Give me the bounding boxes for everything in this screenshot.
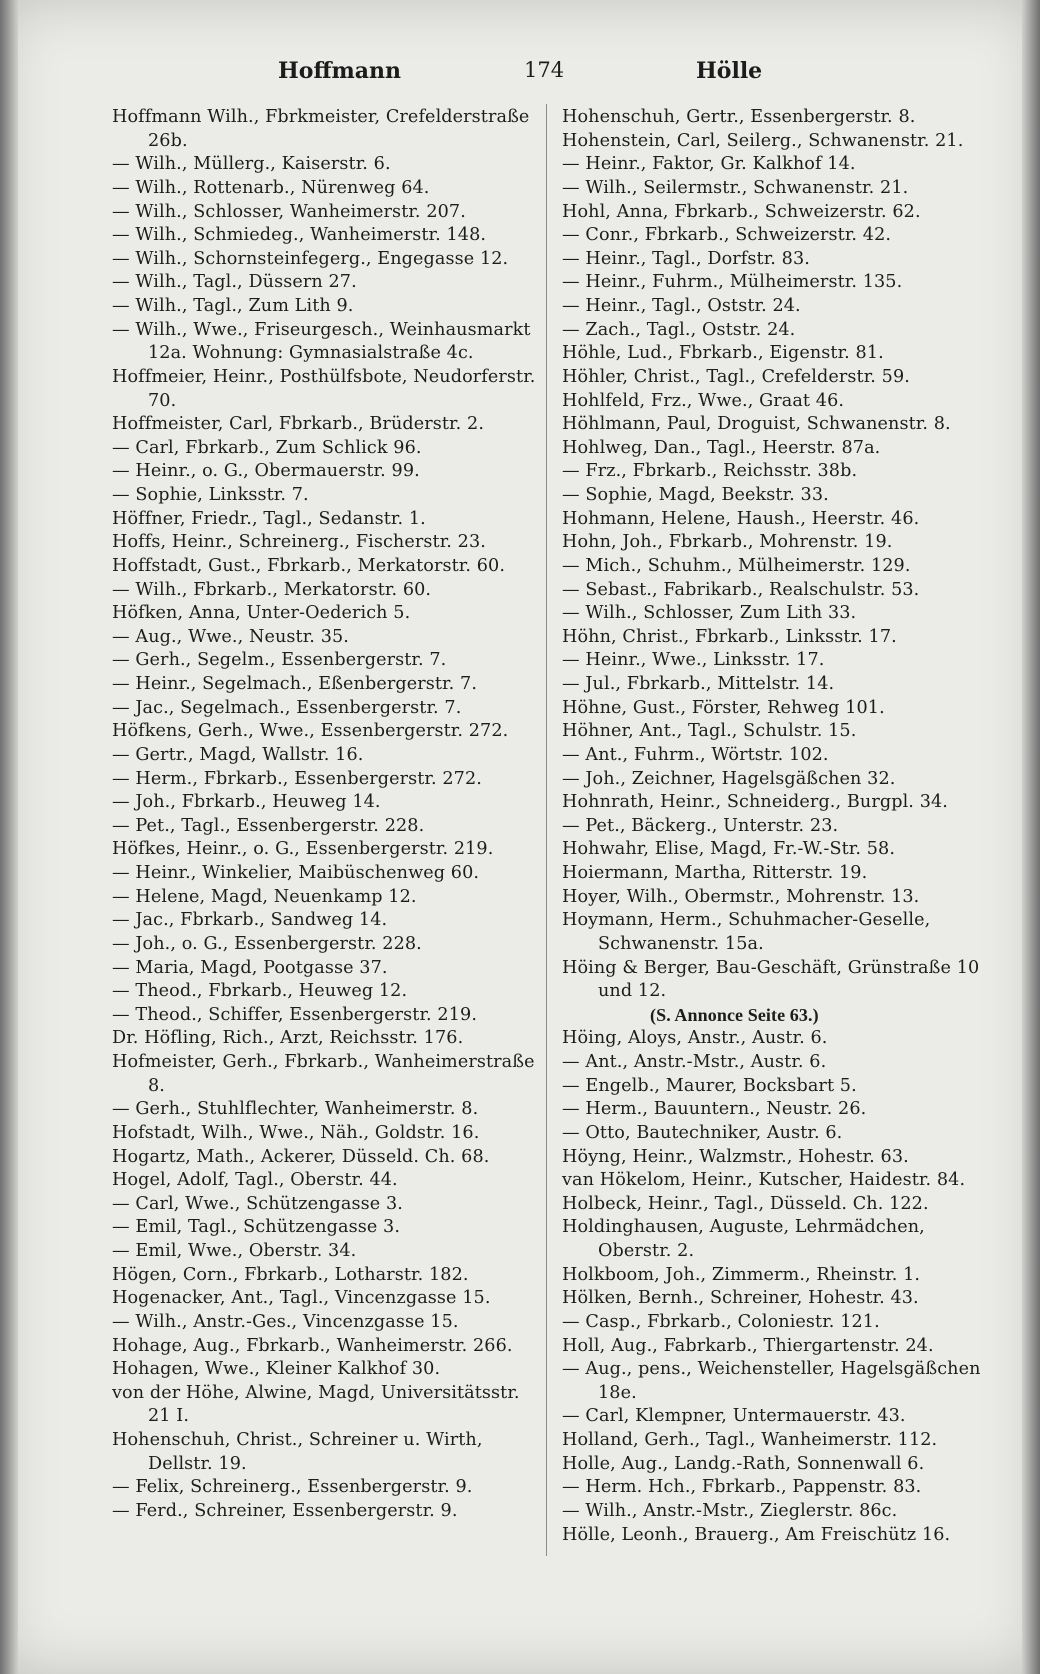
directory-entry: — Otto, Bautechniker, Austr. 6. bbox=[562, 1122, 843, 1143]
directory-entry: — Carl, Klempner, Untermauerstr. 43. bbox=[562, 1406, 906, 1427]
directory-entry: — Jul., Fbrkarb., Mittelstr. 14. bbox=[562, 674, 835, 694]
directory-entry: Hohwahr, Elise, Magd, Fr.-W.-Str. 58. bbox=[562, 839, 896, 860]
directory-entry: — Heinr., Fuhrm., Mülheimerstr. 135. bbox=[562, 272, 903, 293]
directory-entry: — Carl, Fbrkarb., Zum Schlick 96. bbox=[112, 437, 422, 458]
directory-entry: Hohnrath, Heinr., Schneiderg., Burgpl. 34. bbox=[562, 792, 948, 813]
directory-entry: Hoffmeister, Carl, Fbrkarb., Brüderstr. 2. bbox=[112, 414, 485, 435]
directory-entry: Holbeck, Heinr., Tagl., Düsseld. Ch. 122. bbox=[562, 1193, 929, 1214]
directory-entry: Hoffs, Heinr., Schreinerg., Fischerstr. 23. bbox=[112, 532, 486, 553]
directory-entry: — Zach., Tagl., Oststr. 24. bbox=[562, 319, 796, 340]
directory-entry: Höing & Berger, Bau-Geschäft, Grünstraße 10 und 12. bbox=[562, 957, 980, 1002]
directory-entry: — Wilh., Schmiedeg., Wanheimerstr. 148. bbox=[112, 225, 487, 246]
directory-entry: Hohenstein, Carl, Seilerg., Schwanenstr. 21. bbox=[562, 130, 964, 151]
directory-entry: Hohagen, Wwe., Kleiner Kalkhof 30. bbox=[112, 1359, 441, 1380]
directory-entry: Hoyer, Wilh., Obermstr., Mohrenstr. 13. bbox=[562, 886, 920, 907]
directory-entry: — Wilh., Tagl., Düssern 27. bbox=[112, 272, 357, 293]
directory-entry: — Gerh., Segelm., Essenbergerstr. 7. bbox=[112, 650, 447, 671]
directory-entry: — Heinr., Segelmach., Eßenbergerstr. 7. bbox=[112, 674, 478, 694]
directory-entry: — Maria, Magd, Pootgasse 37. bbox=[112, 957, 388, 978]
directory-entry: — Wilh., Fbrkarb., Merkatorstr. 60. bbox=[112, 579, 432, 600]
directory-entry: — Aug., pens., Weichensteller, Hagelsgäßchen 18e. bbox=[562, 1359, 981, 1403]
directory-entry: Höhlmann, Paul, Droguist, Schwanenstr. 8. bbox=[562, 414, 951, 435]
left-column bbox=[112, 106, 540, 1524]
directory-entry: — Gertr., Magd, Wallstr. 16. bbox=[112, 744, 364, 765]
directory-entry: — Emil, Tagl., Schützengasse 3. bbox=[112, 1217, 401, 1238]
directory-entry: Höffner, Friedr., Tagl., Sedanstr. 1. bbox=[112, 508, 426, 529]
directory-entry: — Heinr., Faktor, Gr. Kalkhof 14. bbox=[562, 154, 856, 175]
directory-entry: Hohn, Joh., Fbrkarb., Mohrenstr. 19. bbox=[562, 532, 893, 553]
directory-entry: Höhne, Gust., Förster, Rehweg 101. bbox=[562, 697, 885, 718]
directory-entry: Hoffmeier, Heinr., Posthülfsbote, Neudorferstr. 70. bbox=[112, 366, 536, 411]
directory-entry: Hofmeister, Gerh., Fbrkarb., Wanheimerstraße 8. bbox=[112, 1052, 535, 1096]
directory-entry: — Wilh., Schlosser, Wanheimerstr. 207. bbox=[112, 201, 466, 222]
directory-entry: — Ant., Anstr.-Mstr., Austr. 6. bbox=[562, 1052, 827, 1072]
header-first-name: Hoffmann bbox=[278, 58, 402, 84]
directory-entry: Hölle, Leonh., Brauerg., Am Freischütz 16. bbox=[562, 1524, 951, 1545]
header-last-name: Hölle bbox=[696, 58, 763, 84]
page-number: 174 bbox=[524, 58, 565, 82]
directory-entry: — Conr., Fbrkarb., Schweizerstr. 42. bbox=[562, 225, 892, 246]
directory-entry: Hohenschuh, Gertr., Essenbergerstr. 8. bbox=[562, 107, 916, 127]
directory-entry: Hoiermann, Martha, Ritterstr. 19. bbox=[562, 863, 868, 883]
directory-entry: Hohmann, Helene, Haush., Heerstr. 46. bbox=[562, 508, 920, 529]
directory-entry: — Wilh., Wwe., Friseurgesch., Weinhausmarkt 12a. Wohnung: Gymnasialstraße 4c. bbox=[112, 319, 531, 364]
directory-entry: Höfkens, Gerh., Wwe., Essenbergerstr. 272. bbox=[112, 721, 509, 742]
directory-entry: Hogel, Adolf, Tagl., Oberstr. 44. bbox=[112, 1170, 398, 1191]
directory-entry: — Wilh., Rottenarb., Nürenweg 64. bbox=[112, 177, 430, 198]
directory-entry: van Hökelom, Heinr., Kutscher, Haidestr. 84. bbox=[562, 1170, 966, 1191]
directory-entry: Hohenschuh, Christ., Schreiner u. Wirth, Dellstr. 19. bbox=[112, 1430, 483, 1474]
directory-entry: — Theod., Fbrkarb., Heuweg 12. bbox=[112, 981, 408, 1002]
page-header bbox=[112, 58, 978, 88]
directory-entry: — Ant., Fuhrm., Wörtstr. 102. bbox=[562, 744, 829, 765]
directory-entry: — Wilh., Tagl., Zum Lith 9. bbox=[112, 296, 354, 316]
directory-entry: — Heinr., Wwe., Linksstr. 17. bbox=[562, 650, 825, 671]
directory-entry: Hofstadt, Wilh., Wwe., Näh., Goldstr. 16. bbox=[112, 1122, 480, 1143]
directory-entry: Hoymann, Herm., Schuhmacher-Geselle, Schwanenstr. 15a. bbox=[562, 910, 931, 954]
directory-entry: — Jac., Fbrkarb., Sandweg 14. bbox=[112, 910, 388, 931]
page-edge-left bbox=[0, 0, 18, 1674]
directory-entry: Hölken, Bernh., Schreiner, Hohestr. 43. bbox=[562, 1288, 919, 1309]
directory-entry: Höhle, Lud., Fbrkarb., Eigenstr. 81. bbox=[562, 343, 884, 364]
directory-entry: Högen, Corn., Fbrkarb., Lotharstr. 182. bbox=[112, 1264, 469, 1285]
directory-entry: Hoffmann Wilh., Fbrkmeister, Crefelderstraße 26b. bbox=[112, 107, 530, 151]
directory-entry: Holl, Aug., Fabrkarb., Thiergartenstr. 24. bbox=[562, 1335, 934, 1356]
directory-entry: — Casp., Fbrkarb., Coloniestr. 121. bbox=[562, 1311, 880, 1332]
directory-entry: von der Höhe, Alwine, Magd, Universitätsstr. 21 I. bbox=[112, 1382, 520, 1427]
directory-entry: Holdinghausen, Auguste, Lehrmädchen, Oberstr. 2. bbox=[562, 1217, 925, 1261]
directory-entry: — Heinr., Tagl., Oststr. 24. bbox=[562, 296, 801, 316]
directory-entry: — Frz., Fbrkarb., Reichsstr. 38b. bbox=[562, 461, 858, 482]
directory-entry: — Sophie, Magd, Beekstr. 33. bbox=[562, 485, 829, 505]
directory-entry: — Herm. Hch., Fbrkarb., Pappenstr. 83. bbox=[562, 1477, 922, 1498]
directory-entry: — Wilh., Seilermstr., Schwanenstr. 21. bbox=[562, 177, 909, 198]
directory-entry: Dr. Höfling, Rich., Arzt, Reichsstr. 176. bbox=[112, 1028, 464, 1049]
directory-entry: Hoffstadt, Gust., Fbrkarb., Merkatorstr. 60. bbox=[112, 555, 506, 576]
directory-entry: — Mich., Schuhm., Mülheimerstr. 129. bbox=[562, 555, 911, 576]
directory-entry: — Wilh., Schlosser, Zum Lith 33. bbox=[562, 603, 857, 624]
directory-entry: Höhler, Christ., Tagl., Crefelderstr. 59. bbox=[562, 366, 910, 387]
directory-entry: — Wilh., Schornsteinfegerg., Engegasse 12. bbox=[112, 248, 509, 269]
directory-entry: Holkboom, Joh., Zimmerm., Rheinstr. 1. bbox=[562, 1264, 921, 1285]
directory-entry: — Wilh., Anstr.-Mstr., Zieglerstr. 86c. bbox=[562, 1500, 898, 1521]
directory-entry: Höfkes, Heinr., o. G., Essenbergerstr. 219. bbox=[112, 839, 494, 860]
directory-entry: Holland, Gerh., Tagl., Wanheimerstr. 112. bbox=[562, 1430, 938, 1450]
directory-entry: — Herm., Bauuntern., Neustr. 26. bbox=[562, 1099, 867, 1120]
directory-entry: — Joh., Fbrkarb., Heuweg 14. bbox=[112, 792, 381, 813]
directory-entry: Hohl, Anna, Fbrkarb., Schweizerstr. 62. bbox=[562, 201, 921, 222]
directory-entry: — Joh., o. G., Essenbergerstr. 228. bbox=[112, 933, 422, 954]
directory-entry: — Pet., Tagl., Essenbergerstr. 228. bbox=[112, 815, 425, 836]
directory-entry: Höhner, Ant., Tagl., Schulstr. 15. bbox=[562, 721, 857, 742]
directory-entry: — Sophie, Linksstr. 7. bbox=[112, 485, 309, 505]
directory-entry: — Engelb., Maurer, Bocksbart 5. bbox=[562, 1075, 857, 1096]
directory-entry: Hohlfeld, Frz., Wwe., Graat 46. bbox=[562, 390, 845, 411]
directory-entry: Hogenacker, Ant., Tagl., Vincenzgasse 15. bbox=[112, 1288, 491, 1309]
directory-entry: Höing, Aloys, Anstr., Austr. 6. bbox=[562, 1028, 828, 1049]
directory-entry: — Heinr., Winkelier, Maibüschenweg 60. bbox=[112, 863, 480, 883]
directory-entry: — Carl, Wwe., Schützengasse 3. bbox=[112, 1193, 403, 1214]
directory-entry: — Joh., Zeichner, Hagelsgäßchen 32. bbox=[562, 768, 896, 789]
directory-entry: Höyng, Heinr., Walzmstr., Hohestr. 63. bbox=[562, 1146, 909, 1167]
directory-entry: — Felix, Schreinerg., Essenbergerstr. 9. bbox=[112, 1477, 473, 1498]
directory-entry: — Helene, Magd, Neuenkamp 12. bbox=[112, 886, 417, 907]
advert-reference: (S. Annonce Seite 63.) bbox=[650, 1004, 819, 1025]
directory-entry: Hogartz, Math., Ackerer, Düsseld. Ch. 68. bbox=[112, 1146, 490, 1167]
directory-entry: — Wilh., Anstr.-Ges., Vincenzgasse 15. bbox=[112, 1311, 459, 1332]
directory-entry: — Emil, Wwe., Oberstr. 34. bbox=[112, 1241, 357, 1261]
directory-entry: — Theod., Schiffer, Essenbergerstr. 219. bbox=[112, 1004, 478, 1025]
directory-entry: — Wilh., Müllerg., Kaiserstr. 6. bbox=[112, 154, 391, 175]
directory-entry: — Ferd., Schreiner, Essenbergerstr. 9. bbox=[112, 1500, 458, 1521]
directory-entry: Hohage, Aug., Fbrkarb., Wanheimerstr. 266. bbox=[112, 1335, 513, 1356]
directory-entry: — Jac., Segelmach., Essenbergerstr. 7. bbox=[112, 697, 462, 718]
directory-entry: — Gerh., Stuhlflechter, Wanheimerstr. 8. bbox=[112, 1099, 479, 1120]
directory-entry: Höfken, Anna, Unter-Oederich 5. bbox=[112, 603, 411, 624]
column-divider bbox=[546, 104, 547, 1556]
directory-entry: — Sebast., Fabrikarb., Realschulstr. 53. bbox=[562, 579, 920, 600]
directory-entry: — Herm., Fbrkarb., Essenbergerstr. 272. bbox=[112, 768, 482, 789]
directory-entry: Holle, Aug., Landg.-Rath, Sonnenwall 6. bbox=[562, 1453, 925, 1474]
directory-entry: Höhn, Christ., Fbrkarb., Linksstr. 17. bbox=[562, 626, 897, 647]
directory-entry: Hohlweg, Dan., Tagl., Heerstr. 87a. bbox=[562, 437, 881, 458]
right-column bbox=[562, 106, 992, 1547]
directory-entry: — Heinr., Tagl., Dorfstr. 83. bbox=[562, 248, 810, 269]
directory-entry: — Aug., Wwe., Neustr. 35. bbox=[112, 626, 349, 647]
directory-entry: — Heinr., o. G., Obermauerstr. 99. bbox=[112, 461, 420, 482]
page-edge-right bbox=[1022, 0, 1040, 1674]
directory-entry: — Pet., Bäckerg., Unterstr. 23. bbox=[562, 815, 839, 836]
